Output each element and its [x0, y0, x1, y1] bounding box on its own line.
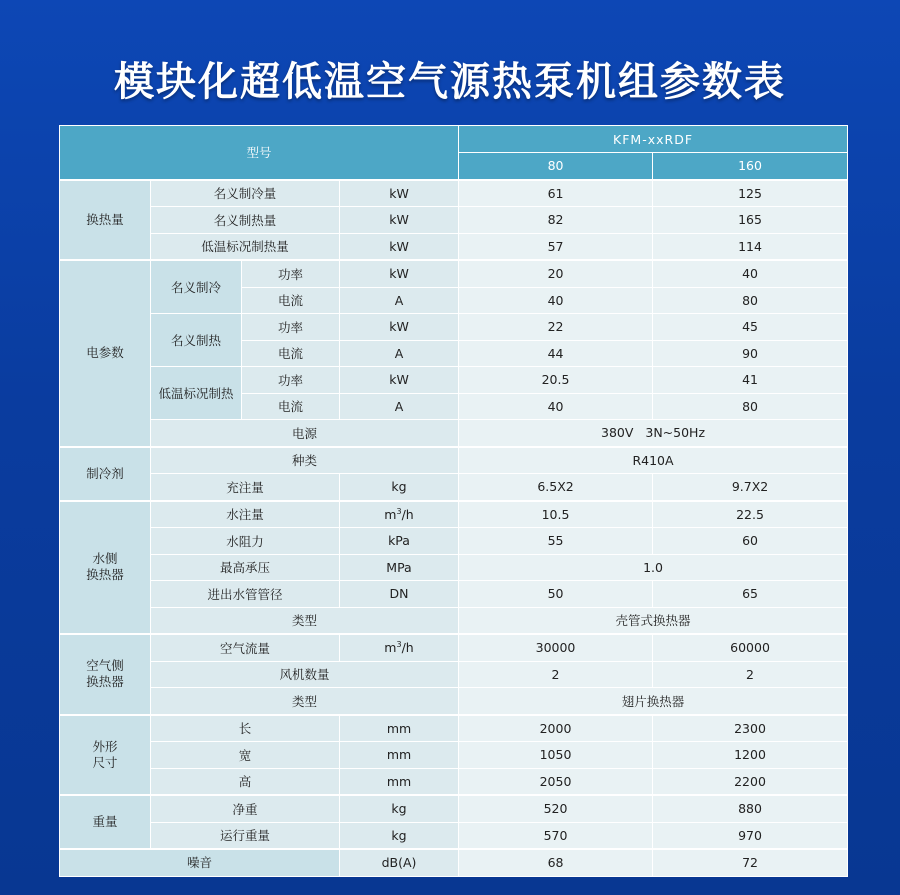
value-80: 6.5X2: [459, 474, 653, 501]
value-160: 2300: [653, 715, 848, 742]
table-row: [60, 688, 848, 715]
value-80: 82: [459, 207, 653, 234]
table-row: [60, 554, 848, 581]
group-line: 换热器: [86, 674, 124, 690]
row-unit: A: [340, 393, 459, 420]
value-merged: 380V 3N~50Hz: [459, 420, 848, 447]
row-unit: DN: [340, 581, 459, 608]
unit-base: m: [384, 506, 397, 522]
row-unit: kg: [340, 795, 459, 822]
row-unit: kW: [340, 314, 459, 341]
group-weight: 重量: [60, 795, 151, 849]
row-unit: kW: [340, 260, 459, 287]
row-label: 名义制热量: [151, 207, 340, 234]
value-160: 65: [653, 581, 848, 608]
table-row: [60, 260, 848, 287]
value-160: 165: [653, 207, 848, 234]
row-label: 电流: [242, 393, 340, 420]
spec-table: [59, 125, 848, 877]
table-row: [60, 715, 848, 742]
table-row: [60, 661, 848, 688]
value-160: 60000: [653, 634, 848, 661]
group-heat-exchange: 换热量: [60, 180, 151, 261]
unit-sup: 3: [396, 640, 402, 650]
value-80: 2: [459, 661, 653, 688]
value-80: 68: [459, 849, 653, 876]
value-160: 80: [653, 393, 848, 420]
table-row: [60, 607, 848, 634]
table-row: [60, 233, 848, 260]
row-label: 宽: [151, 742, 340, 769]
table-row: [60, 501, 848, 528]
value-80: 50: [459, 581, 653, 608]
row-label: 空气流量: [151, 634, 340, 661]
row-label: 电源: [151, 420, 459, 447]
value-80: 20.5: [459, 367, 653, 394]
value-160: 114: [653, 233, 848, 260]
value-80: 57: [459, 233, 653, 260]
value-160: 1200: [653, 742, 848, 769]
group-water-hx: [60, 501, 151, 635]
row-label: 功率: [242, 260, 340, 287]
table-row: [60, 849, 848, 876]
value-160: 41: [653, 367, 848, 394]
table-row: [60, 367, 848, 394]
value-160: 2200: [653, 768, 848, 795]
row-label: 类型: [151, 607, 459, 634]
value-merged: 1.0: [459, 554, 848, 581]
table-row: [60, 314, 848, 341]
value-80: 2050: [459, 768, 653, 795]
value-160: 80: [653, 287, 848, 314]
group-line: 尺寸: [92, 754, 118, 770]
value-merged: 壳管式换热器: [459, 607, 848, 634]
row-unit: mm: [340, 768, 459, 795]
table-row: [60, 768, 848, 795]
page-title: 模块化超低温空气源热泵机组参数表: [114, 59, 786, 105]
row-unit: A: [340, 340, 459, 367]
row-label: 种类: [151, 447, 459, 474]
row-label-noise: 噪音: [60, 849, 340, 876]
value-160: 2: [653, 661, 848, 688]
value-merged: 翅片换热器: [459, 688, 848, 715]
row-unit: [340, 501, 459, 528]
value-160: 40: [653, 260, 848, 287]
group-refrigerant: 制冷剂: [60, 447, 151, 501]
row-label: 高: [151, 768, 340, 795]
table-row: [60, 474, 848, 501]
value-160: 45: [653, 314, 848, 341]
value-80: 520: [459, 795, 653, 822]
row-unit: mm: [340, 715, 459, 742]
value-160: 72: [653, 849, 848, 876]
row-label: 水阻力: [151, 528, 340, 555]
table-row: [60, 795, 848, 822]
subgroup-rated-cooling: 名义制冷: [151, 260, 242, 314]
table-row: [60, 420, 848, 447]
value-80: 40: [459, 287, 653, 314]
row-label: 类型: [151, 688, 459, 715]
value-160: 60: [653, 528, 848, 555]
header-row: [60, 126, 848, 153]
table-row: [60, 180, 848, 207]
row-unit: kg: [340, 474, 459, 501]
row-label: 低温标况制热量: [151, 233, 340, 260]
value-80: 570: [459, 822, 653, 849]
group-line: 水侧: [92, 551, 118, 567]
row-label: 进出水管管径: [151, 581, 340, 608]
model-160-header: 160: [653, 153, 848, 180]
table-row: [60, 528, 848, 555]
group-dimensions: [60, 715, 151, 796]
row-label: 运行重量: [151, 822, 340, 849]
table-row: [60, 822, 848, 849]
row-unit: dB(A): [340, 849, 459, 876]
row-label: 功率: [242, 367, 340, 394]
row-unit: kW: [340, 233, 459, 260]
table-row: [60, 581, 848, 608]
value-160: 970: [653, 822, 848, 849]
value-80: 10.5: [459, 501, 653, 528]
value-160: 90: [653, 340, 848, 367]
row-label: 功率: [242, 314, 340, 341]
group-electrical: 电参数: [60, 260, 151, 447]
row-label: 电流: [242, 340, 340, 367]
row-label: 最高承压: [151, 554, 340, 581]
value-80: 61: [459, 180, 653, 207]
row-label: 名义制冷量: [151, 180, 340, 207]
value-80: 1050: [459, 742, 653, 769]
value-80: 44: [459, 340, 653, 367]
row-unit: MPa: [340, 554, 459, 581]
row-label: 充注量: [151, 474, 340, 501]
row-unit: kg: [340, 822, 459, 849]
value-160: 880: [653, 795, 848, 822]
table-row: [60, 207, 848, 234]
row-unit: mm: [340, 742, 459, 769]
value-160: 9.7X2: [653, 474, 848, 501]
value-80: 30000: [459, 634, 653, 661]
value-160: 125: [653, 180, 848, 207]
model-80-header: 80: [459, 153, 653, 180]
value-80: 20: [459, 260, 653, 287]
table-row: [60, 634, 848, 661]
row-unit: kW: [340, 367, 459, 394]
value-160: 22.5: [653, 501, 848, 528]
table-row: [60, 447, 848, 474]
row-unit: [340, 634, 459, 661]
value-80: 40: [459, 393, 653, 420]
value-merged: R410A: [459, 447, 848, 474]
row-unit: A: [340, 287, 459, 314]
row-label: 长: [151, 715, 340, 742]
value-80: 55: [459, 528, 653, 555]
group-line: 外形: [92, 738, 118, 754]
subgroup-low-temp-heating: 低温标况制热: [151, 367, 242, 420]
value-80: 2000: [459, 715, 653, 742]
subgroup-rated-heating: 名义制热: [151, 314, 242, 367]
unit-rest: /h: [401, 506, 414, 522]
group-line: 空气侧: [86, 658, 124, 674]
row-label: 水注量: [151, 501, 340, 528]
row-label: 电流: [242, 287, 340, 314]
group-air-hx: [60, 634, 151, 715]
table-row: [60, 742, 848, 769]
row-unit: kPa: [340, 528, 459, 555]
unit-base: m: [384, 640, 397, 656]
row-unit: kW: [340, 180, 459, 207]
group-line: 换热器: [86, 567, 124, 583]
model-header-cell: 型号: [60, 126, 459, 180]
unit-rest: /h: [401, 640, 414, 656]
row-label: 风机数量: [151, 661, 459, 688]
unit-sup: 3: [396, 506, 402, 516]
row-unit: kW: [340, 207, 459, 234]
value-80: 22: [459, 314, 653, 341]
series-header-cell: KFM-xxRDF: [459, 126, 848, 153]
row-label: 净重: [151, 795, 340, 822]
